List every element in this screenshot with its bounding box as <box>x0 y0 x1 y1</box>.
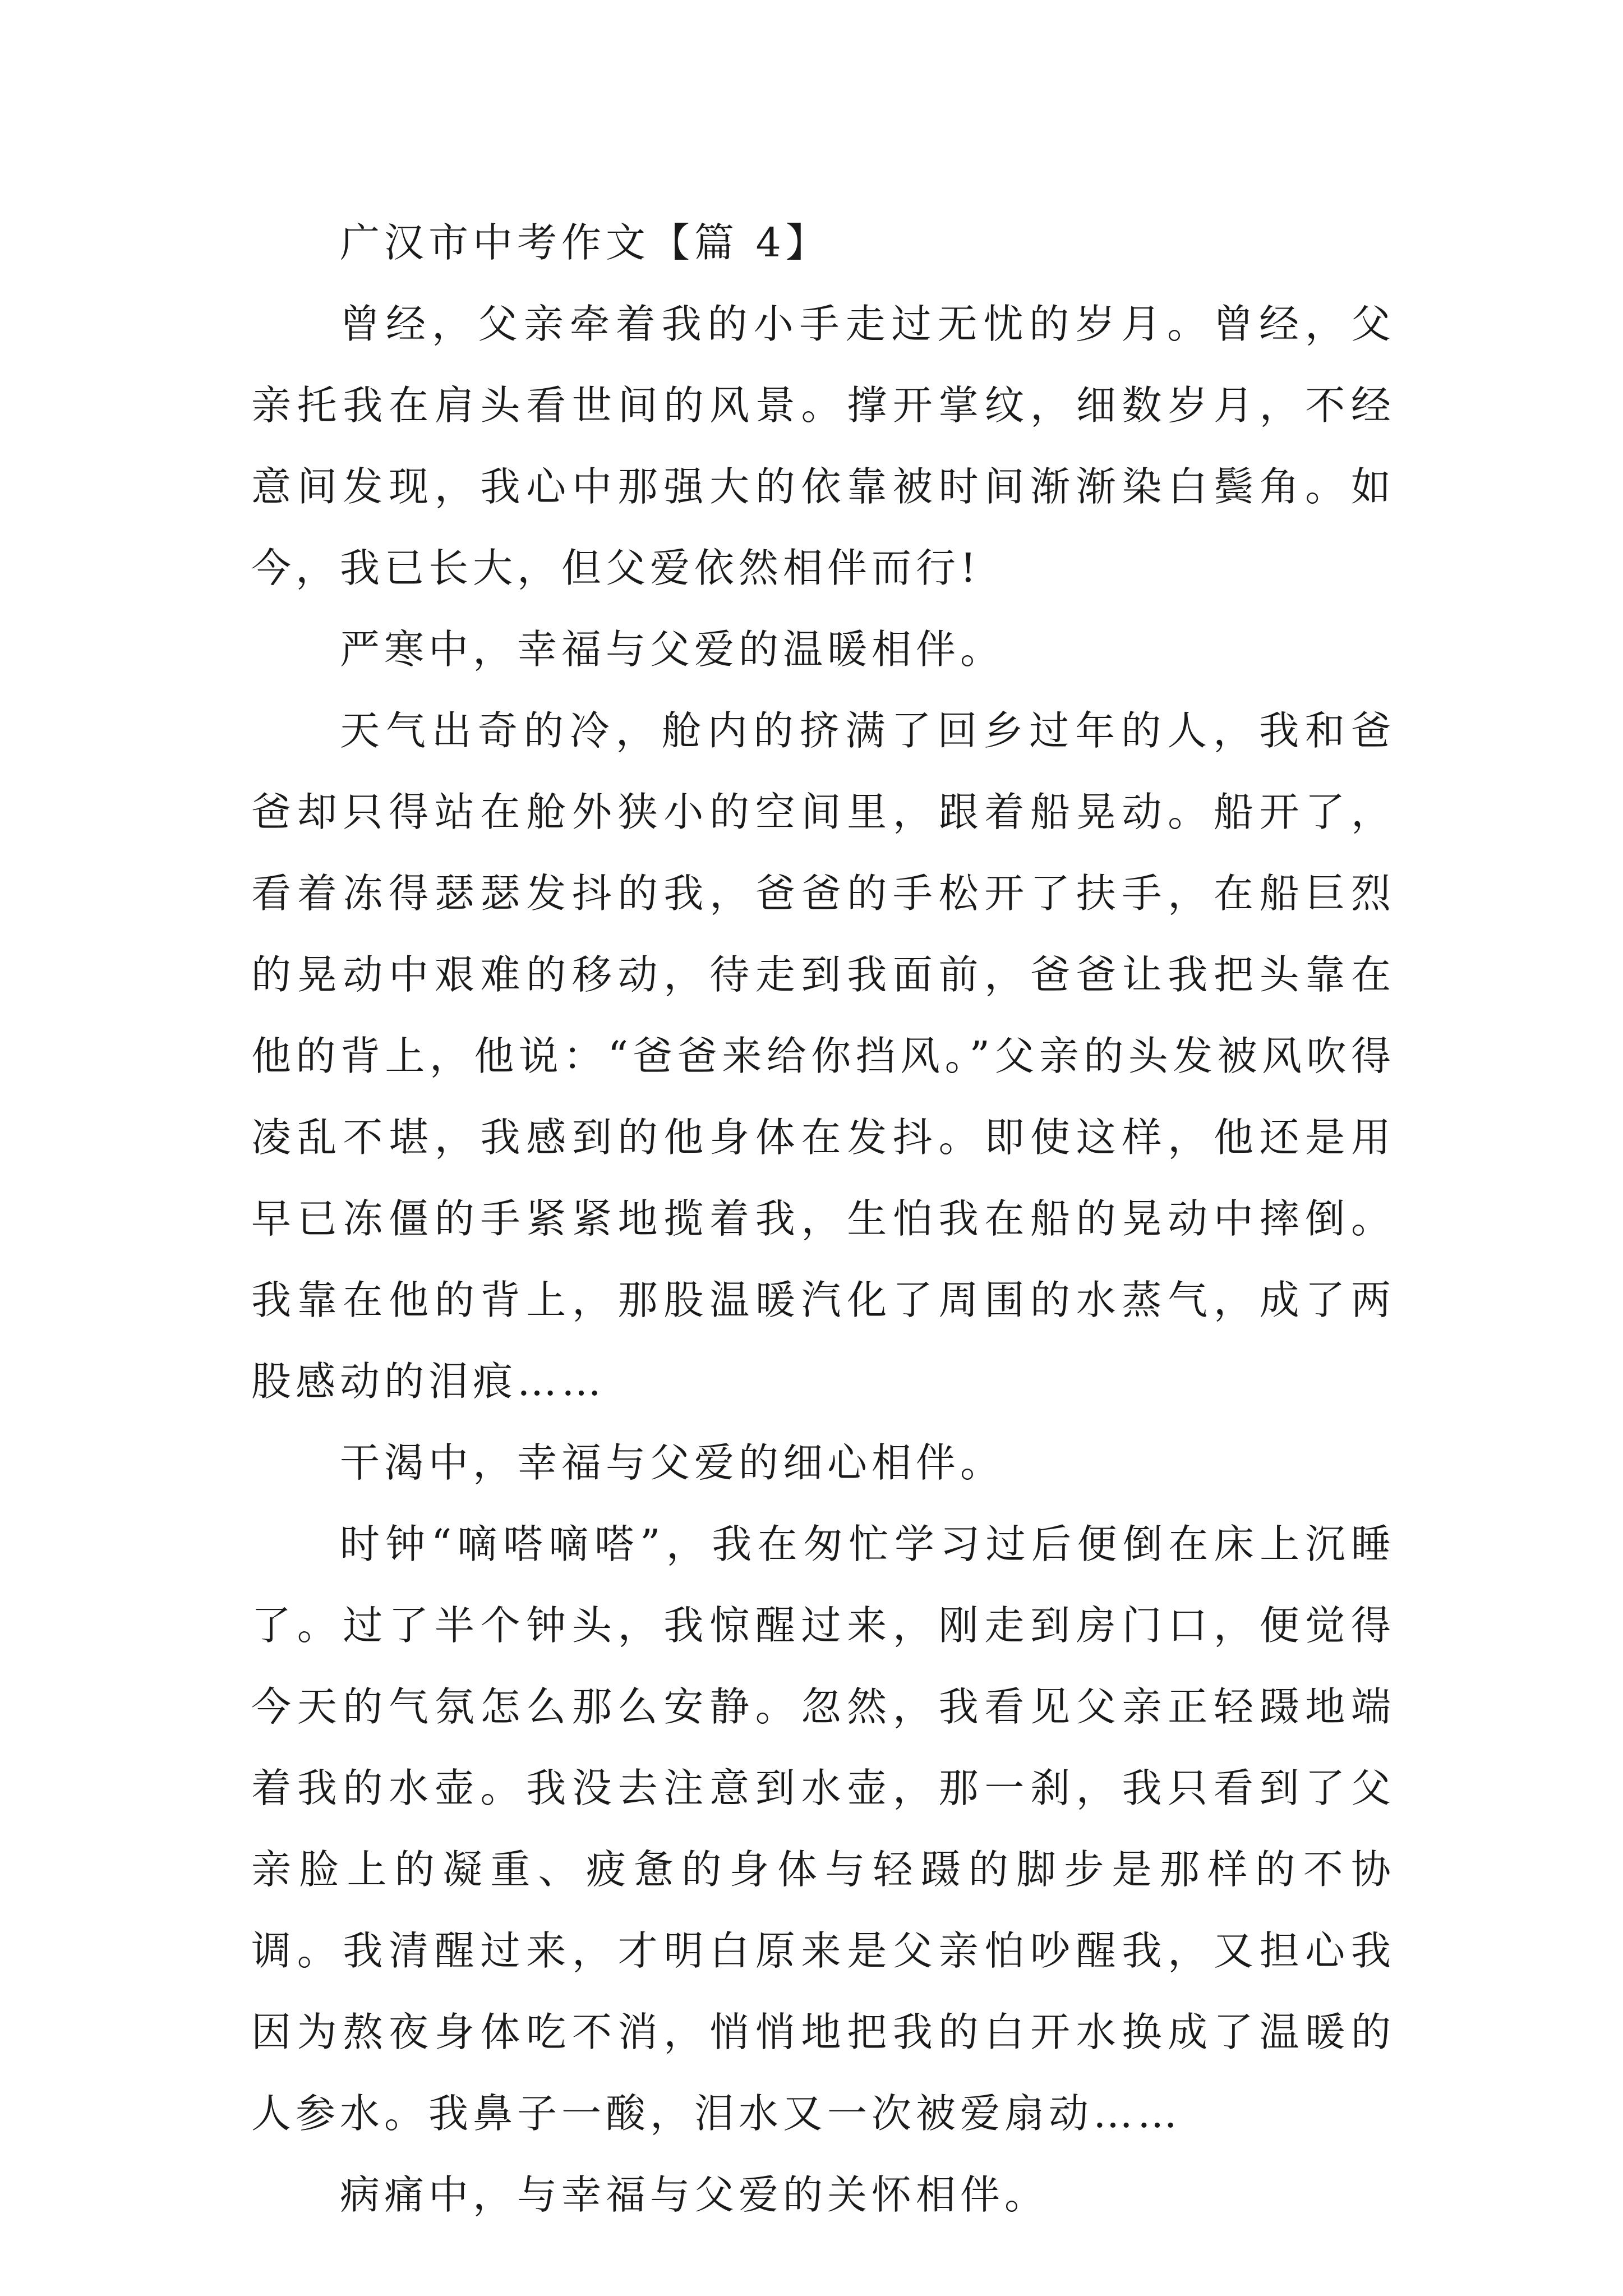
section-heading-thirst: 干渴中，幸福与父爱的细心相伴。 <box>340 1439 1005 1486</box>
paragraph-intro: 曾经，父亲牵着我的小手走过无忧的岁月。曾经，父亲托我在肩头看世间的风景。撑开掌纹，细数岁月，不经意间发现，我心中那强大的依靠被时间渐渐染白鬓角。如今，我已长大，但父爱依然相伴而行! <box>251 301 1395 591</box>
section-heading-cold: 严寒中，幸福与父爱的温暖相伴。 <box>340 626 1005 673</box>
paragraph-boat: 天气出奇的冷，舱内的挤满了回乡过年的人，我和爸爸却只得站在舱外狭小的空间里，跟着船晃动。船开了，看着冻得瑟瑟发抖的我，爸爸的手松开了扶手，在船巨烈的晃动中艰难的移动，待走到我面前，爸爸让我把头靠在他的背上，他说：“爸爸来给你挡风。”父亲的头发被风吹得凌乱不堪，我感到的他身体在发抖。即使这样，他还是用早已冻僵的手紧紧地揽着我，生怕我在船的晃动中摔倒。我靠在他的背上，那股温暖汽化了周围的水蒸气，成了两股感动的泪痕…… <box>251 707 1395 1405</box>
section-heading-illness: 病痛中，与幸福与父爱的关怀相伴。 <box>340 2171 1049 2218</box>
document-heading: 广汉市中考作文【篇 4】 <box>340 219 830 266</box>
document-body <box>251 202 1395 2235</box>
paragraph-water: 时钟“嘀嗒嘀嗒”，我在匆忙学习过后便倒在床上沉睡了。过了半个钟头，我惊醒过来，刚走到房门口，便觉得今天的气氛怎么那么安静。忽然，我看见父亲正轻蹑地端着我的水壶。我没去注意到水壶，那一刹，我只看到了父亲脸上的凝重、疲惫的身体与轻蹑的脚步是那样的不协调。我清醒过来，才明白原来是父亲怕吵醒我，又担心我因为熬夜身体吃不消，悄悄地把我的白开水换成了温暖的人参水。我鼻子一酸，泪水又一次被爱扇动…… <box>251 1521 1395 2137</box>
